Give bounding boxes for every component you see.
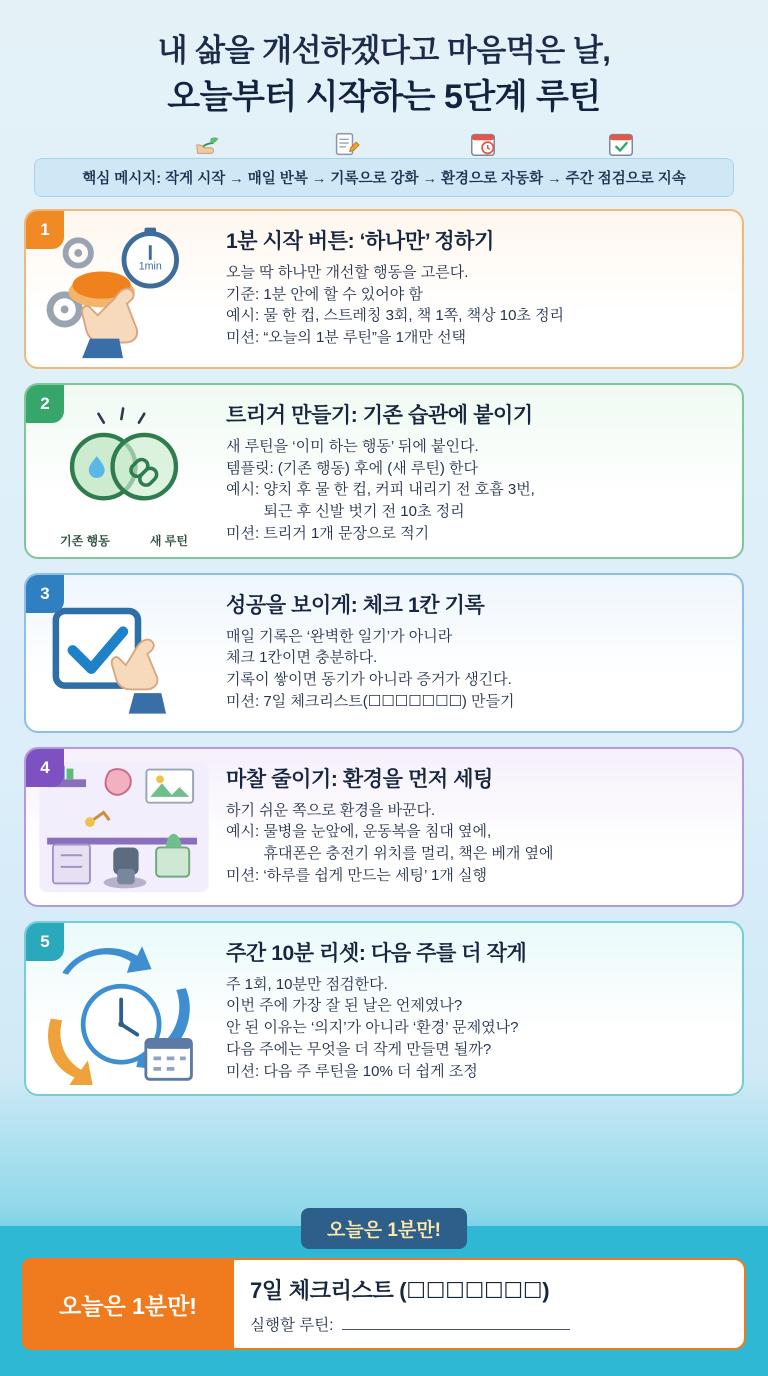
- step-line: 매일 기록은 ‘완벽한 일기’가 아니라: [226, 627, 453, 645]
- step-line: 안 된 이유는 ‘의지’가 아니라 ‘환경’ 문제였나?: [226, 1019, 519, 1037]
- step-card-1: [24, 209, 744, 369]
- step-number-3: 3: [26, 575, 64, 613]
- step-line: 체크 1칸이면 충분하다.: [226, 649, 378, 667]
- step-line: 이번 주에 가장 잘 된 날은 언제였나?: [226, 997, 463, 1015]
- step-line: 기준: 1분 안에 할 수 있어야 함: [226, 285, 423, 303]
- key-message-icons: [34, 129, 734, 159]
- step-line: 미션: ‘하루를 쉽게 만드는 세팅’ 1개 실행: [226, 866, 487, 884]
- pencil-note-icon: [330, 129, 360, 159]
- routine-label: 실행할 루틴:: [250, 1316, 334, 1334]
- step-title-5: 주간 10분 리셋: 다음 주를 더 작게: [226, 941, 527, 965]
- step-card-4: [24, 747, 744, 907]
- caption-existing-habit: 기존 행동: [60, 533, 110, 548]
- step-number-5: 5: [26, 923, 64, 961]
- calendar-clock-icon: [468, 129, 498, 159]
- step-line: 오늘 딱 하나만 개선할 행동을 고른다.: [226, 263, 469, 281]
- step-line: 퇴근 후 신발 벗기 전 10초 정리: [226, 503, 465, 521]
- calendar-check-icon: [606, 129, 636, 159]
- routine-field[interactable]: [250, 1313, 728, 1335]
- step-content-1: [222, 211, 742, 367]
- step-number-2: 2: [26, 385, 64, 423]
- step-number-4: 4: [26, 749, 64, 787]
- step-card-3: [24, 573, 744, 733]
- footer-tag-label: 오늘은 1분만!: [22, 1258, 234, 1350]
- routine-input-line[interactable]: [342, 1316, 570, 1330]
- footer-pill-label: 오늘은 1분만!: [301, 1208, 467, 1249]
- step-title-2: 트리거 만들기: 기존 습관에 붙이기: [226, 403, 533, 427]
- step-line: 템플릿: (기존 행동) 후에 (새 루틴) 한다: [226, 459, 479, 477]
- step-card-2: [24, 383, 744, 559]
- step-content-5: [222, 923, 742, 1095]
- step-title-4: 마찰 줄이기: 환경을 먼저 세팅: [226, 767, 493, 791]
- key-message-banner: 핵심 메시지: 작게 시작 → 매일 반복 → 기록으로 강화 → 환경으로 자동화 → 주간 점검으로 지속: [34, 158, 734, 197]
- step-line: 다음 주에는 무엇을 더 작게 만들면 될까?: [226, 1040, 492, 1058]
- step-line: 주 1회, 10분만 점검한다.: [226, 975, 388, 993]
- footer-band: [0, 1220, 768, 1376]
- steps-list: [0, 197, 768, 1097]
- page-title-line1: 내 삶을 개선하겠다고 마음먹은 날,: [157, 33, 611, 68]
- checklist-title: 7일 체크리스트 (☐☐☐☐☐☐☐): [250, 1277, 550, 1303]
- step-number-1: 1: [26, 211, 64, 249]
- step-card-5: [24, 921, 744, 1097]
- step-line: 하기 쉬운 쪽으로 환경을 바꾼다.: [226, 801, 436, 819]
- header: [0, 0, 768, 123]
- step-content-2: [222, 385, 742, 557]
- step-line: 휴대폰은 충전기 위치를 멀리, 책은 베개 옆에: [226, 845, 554, 863]
- step2-captions: [26, 532, 222, 549]
- step-title-3: 성공을 보이게: 체크 1칸 기록: [226, 593, 485, 617]
- footer-action-card: [22, 1258, 746, 1350]
- step-line: 예시: 물병을 눈앞에, 운동복을 침대 옆에,: [226, 823, 492, 841]
- step-content-3: [222, 575, 742, 731]
- step-title-1: 1분 시작 버튼: ‘하나만’ 정하기: [226, 229, 495, 253]
- key-message-section: [34, 139, 734, 197]
- step-line: 새 루틴을 ‘이미 하는 행동’ 뒤에 붙인다.: [226, 437, 479, 455]
- step-line: 기록이 쌓이면 동기가 아니라 증거가 생긴다.: [226, 671, 512, 689]
- step-content-4: [222, 749, 742, 905]
- step-line: 미션: 트리거 1개 문장으로 적기: [226, 524, 430, 542]
- hand-seed-icon: [192, 129, 222, 159]
- step-line: 미션: “오늘의 1분 루틴”을 1개만 선택: [226, 329, 467, 347]
- caption-new-routine: 새 루틴: [149, 533, 188, 548]
- step-line: 예시: 양치 후 물 한 컵, 커피 내리기 전 호흡 3번,: [226, 481, 535, 499]
- step-line: 미션: 7일 체크리스트(☐☐☐☐☐☐☐) 만들기: [226, 692, 515, 710]
- step-line: 미션: 다음 주 루틴을 10% 더 쉽게 조정: [226, 1062, 478, 1080]
- svg-text:1min: 1min: [138, 260, 162, 273]
- page-title-line2: 오늘부터 시작하는 5단계 루틴: [167, 77, 601, 116]
- footer-card-content: [234, 1266, 744, 1343]
- step-line: 예시: 물 한 컵, 스트레칭 3회, 책 1쪽, 책상 10초 정리: [226, 307, 565, 325]
